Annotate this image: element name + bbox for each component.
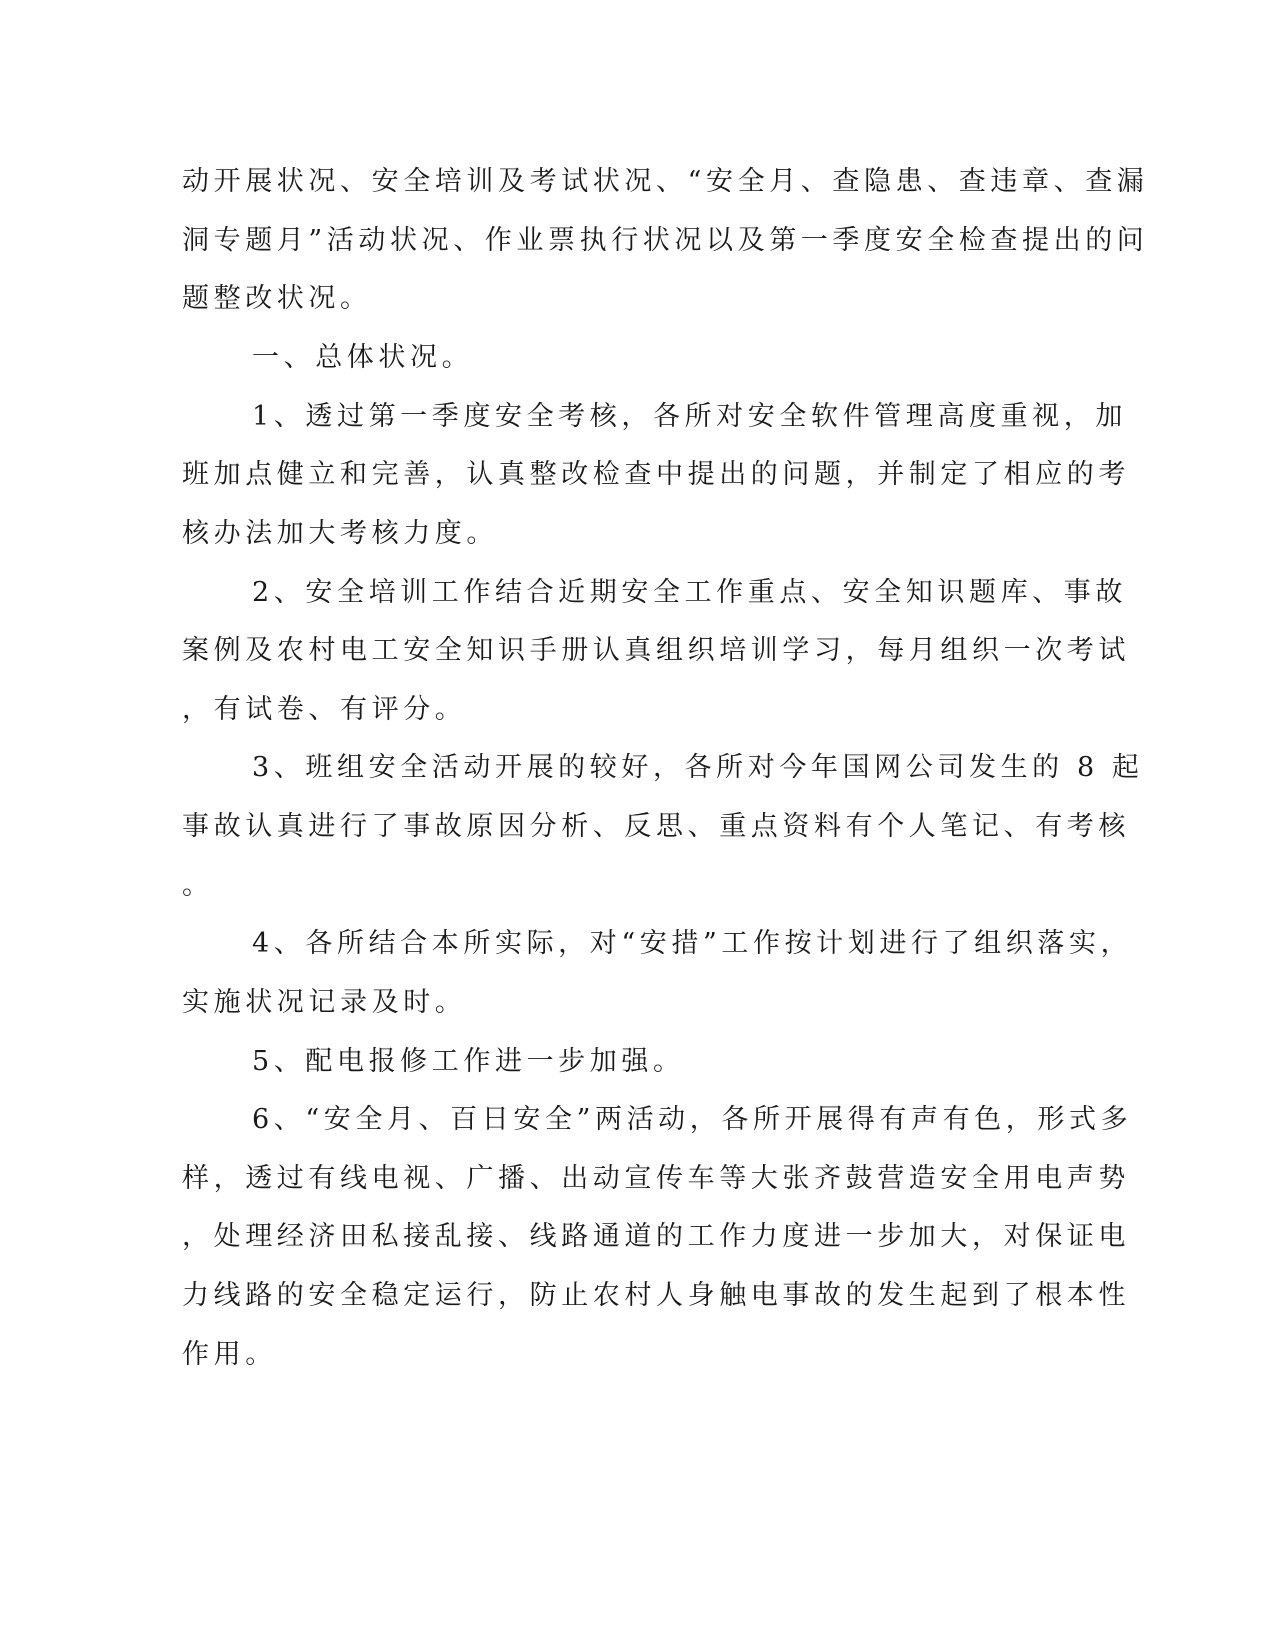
paragraph-line: 2、安全培训工作结合近期安全工作重点、安全知识题库、事故 [252, 577, 1127, 608]
paragraph-line: 作用。 [182, 1339, 277, 1370]
paragraph-line: 。 [182, 870, 214, 901]
paragraph-line: 实施状况记录及时。 [182, 987, 467, 1018]
paragraph-line: 5、配电报修工作进一步加强。 [252, 1046, 685, 1077]
paragraph-line: 事故认真进行了事故原因分析、反思、重点资料有个人笔记、有考核 [182, 811, 1130, 842]
paragraph-line: 案例及农村电工安全知识手册认真组织培训学习，每月组织一次考试 [182, 635, 1130, 666]
section-heading: 一、总体状况。 [252, 342, 474, 373]
paragraph-line: 6、“安全月、百日安全”两活动，各所开展得有声有色，形式多 [252, 1104, 1133, 1135]
paragraph-line: 核办法加大考核力度。 [182, 518, 498, 549]
paragraph-line: 洞专题月”活动状况、作业票执行状况以及第一季度安全检查提出的问 [182, 225, 1149, 256]
paragraph-line: 4、各所结合本所实际，对“安措”工作按计划进行了组织落实， [252, 928, 1133, 959]
paragraph-line: 动开展状况、安全培训及考试状况、“安全月、查隐患、查违章、查漏 [182, 166, 1149, 197]
paragraph-line: 样，透过有线电视、广播、出动宣传车等大张齐鼓营造安全用电声势 [182, 1163, 1130, 1194]
paragraph-line: 题整改状况。 [182, 283, 372, 314]
paragraph-line: 1、透过第一季度安全考核，各所对安全软件管理高度重视，加 [252, 401, 1127, 432]
paragraph-line: 3、班组安全活动开展的较好，各所对今年国网公司发生的 8 起 [252, 752, 1144, 783]
paragraph-line: 班加点健立和完善，认真整改检查中提出的问题，并制定了相应的考 [182, 459, 1130, 490]
paragraph-line: ，处理经济田私接乱接、线路通道的工作力度进一步加大，对保证电 [182, 1221, 1130, 1252]
paragraph-line: 力线路的安全稳定运行，防止农村人身触电事故的发生起到了根本性 [182, 1280, 1130, 1311]
paragraph-line: ，有试卷、有评分。 [182, 694, 467, 725]
